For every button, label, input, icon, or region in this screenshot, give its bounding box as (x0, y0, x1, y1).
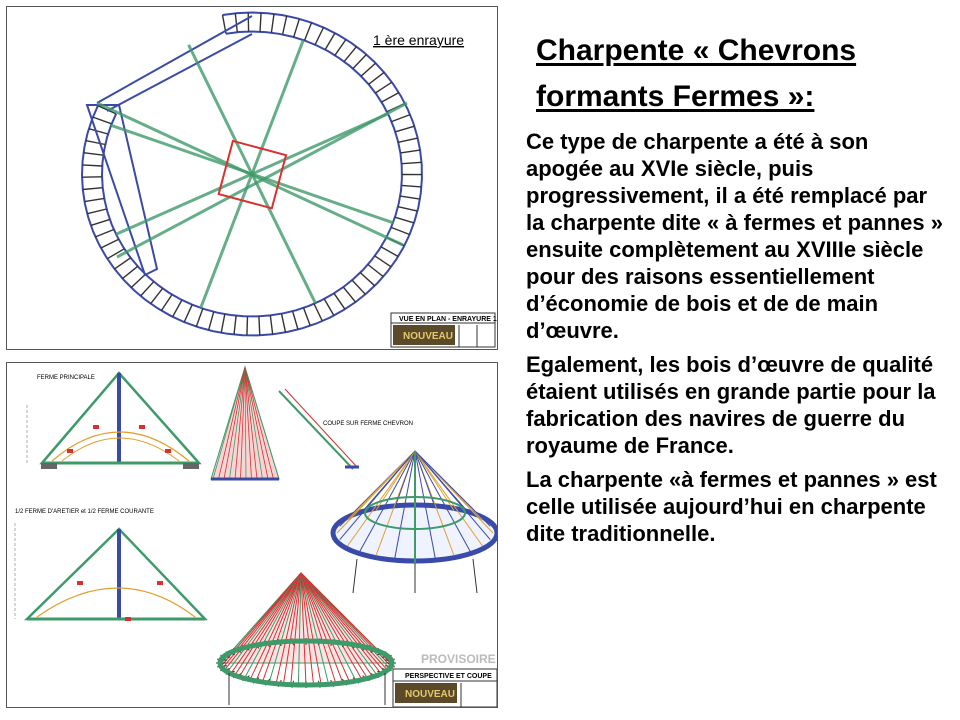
plan-cartouche (391, 313, 497, 347)
demi-fermes-label: 1/2 FERME D'ARETIER et 1/2 FERME COURANTE (15, 509, 154, 515)
slide-body (526, 128, 946, 554)
paragraph-2: Egalement, les bois d’œuvre de qualité étaient utilisés en grande partie pour la fabrication des navires de guerre du royaume de France. (526, 352, 936, 458)
paragraph-3: La charpente «à fermes et pannes » est celle utilisée aujourd’hui en charpente dite traditionnelle. (526, 467, 937, 546)
coupe-chevron-section (279, 389, 413, 469)
ferme-principale-section (27, 373, 199, 469)
slide-title-text: Charpente « Chevrons formants Fermes »: (536, 34, 857, 113)
coupe-chevron-label: COUPE SUR FERME CHEVRON (323, 421, 414, 427)
section-svg (7, 363, 497, 707)
plan-view-drawing (6, 6, 498, 350)
cone-perspective-large (216, 573, 396, 705)
demi-fermes-section (15, 509, 205, 621)
enrayure-label: 1 ère enrayure (373, 32, 465, 48)
plan-logo-text: NOUVEAU (403, 331, 454, 342)
ferme-principale-label: FERME PRINCIPALE (37, 375, 95, 381)
cone-elevation-small (211, 367, 279, 479)
provisoire-stamp: PROVISOIRE (421, 652, 496, 666)
section-logo-text: NOUVEAU (405, 689, 456, 700)
section-perspective-drawing (6, 362, 498, 708)
paragraph-1: Ce type de charpente a été à son apogée au XVIe siècle, puis progressivement, il a été remplacé par la charpente dite « à fermes et pannes » ensuite complètement au XVIIIe siècle pour des raisons essentiellement d’économie de bois et de de main d’œuvre. (526, 129, 943, 343)
pavilion-perspective-right (333, 451, 497, 593)
slide-title (536, 28, 946, 120)
plan-view-svg (7, 7, 497, 349)
section-cartouche-title: PERSPECTIVE ET COUPE (405, 673, 492, 680)
plan-cartouche-title: VUE EN PLAN - ENRAYURE 1 (399, 316, 497, 323)
section-cartouche (393, 669, 497, 707)
